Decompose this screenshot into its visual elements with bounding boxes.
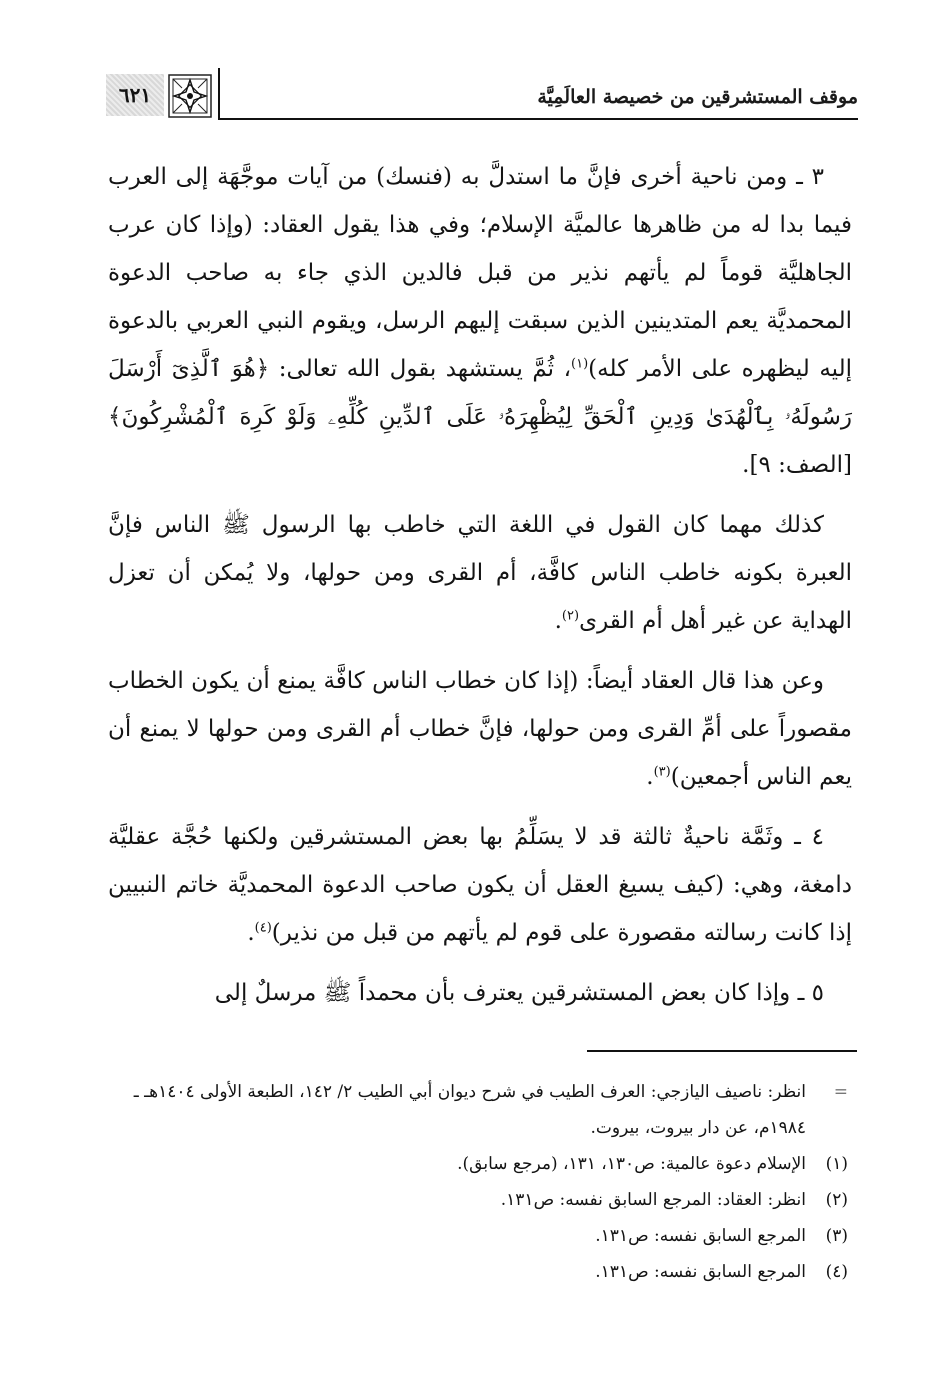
header-rule <box>218 118 858 120</box>
footnote-text: المرجع السابق نفسه: ص١٣١. <box>595 1226 806 1246</box>
footnote-separator <box>587 1050 857 1052</box>
footnote-text: انظر: ناصيف اليازجي: العرف الطيب في شرح ديوان أبي الطيب ٢/ ١٤٢، الطبعة الأولى ١٤٠٤هـ ـ ١٩٨٤م، عن دار بيروت، بيروت. <box>133 1082 806 1138</box>
footnote-1 <box>108 1146 848 1182</box>
paragraph-4 <box>108 813 852 957</box>
footnote-mark: (٢) <box>825 1190 848 1210</box>
paragraph-text-cont: . <box>646 764 654 790</box>
footnote-ref: (٤) <box>254 920 272 936</box>
paragraph-5 <box>108 969 852 1017</box>
footnote-text: المرجع السابق نفسه: ص١٣١. <box>595 1262 806 1282</box>
footnote-2 <box>108 1182 848 1218</box>
running-title: موقف المستشرقين من خصيصة العالَمِيَّة <box>537 86 858 108</box>
footnote-ref: (٢) <box>561 608 580 624</box>
footnote-text: الإسلام دعوة عالمية: ص١٣٠، ١٣١، (مرجع سابق). <box>457 1154 806 1174</box>
page-number: ٦٢١ <box>106 74 164 116</box>
footnote-ref: (١) <box>571 356 589 372</box>
paragraph-2 <box>108 501 852 645</box>
footnote-mark: = <box>833 1082 848 1102</box>
page-header <box>106 68 858 128</box>
paragraph-text: ٤ ـ وثَمَّة ناحيةٌ ثالثة قد لا يسَلِّمُ بها بعض المستشرقين ولكنها حُجَّة عقليَّة دامغة، وهي: (كيف يسيغ العقل أن يكون صاحب الدعوة المحمديَّة خاتم النبيين إذا كانت رسالته مقصورة على قوم لم يأتهم من قبل من نذير) <box>108 824 852 946</box>
paragraph-text-cont: ، ثُمَّ يستشهد بقول الله تعالى: ﴿هُوَ ٱلَّذِىٓ أَرْسَلَ رَسُولَهُۥ بِٱلْهُدَىٰ وَدِينِ ٱلْحَقِّ لِيُظْهِرَهُۥ عَلَى ٱلدِّينِ كُلِّهِۦ وَلَوْ كَرِهَ ٱلْمُشْرِكُونَ﴾ [الصف: ٩]. <box>108 356 852 478</box>
paragraph-text: ٣ ـ ومن ناحية أخرى فإنَّ ما استدلَّ به (فنسك) من آيات موجَّهَة إلى العرب فيما بدا له من ظاهرها عالميَّة الإسلام؛ وفي هذا يقول العقاد: (وإذا كان عرب الجاهليَّة قوماً لم يأتهم نذير من قبل فالدين الذي جاء به صاحب الدعوة المحمديَّة يعم المتدينين الذين سبقت إليهم الرسل، ويقوم النبي العربي بالدعوة إليه ليظهره على الأمر كله) <box>108 164 852 382</box>
paragraph-text-cont: . <box>247 920 255 946</box>
main-text <box>108 153 852 1029</box>
footnote-continued <box>108 1074 848 1146</box>
paragraph-text: وعن هذا قال العقاد أيضاً: (إذا كان خطاب الناس كافَّة يمنع أن يكون الخطاب مقصوراً على أمِّ القرى ومن حولها، فإنَّ خطاب أم القرى ومن حولها لا يمنع أن يعم الناس أجمعين) <box>108 668 852 790</box>
paragraph-text-cont: . <box>554 608 562 634</box>
paragraph-1 <box>108 153 852 489</box>
paragraph-3 <box>108 657 852 801</box>
footnote-ref: (٣) <box>653 764 671 780</box>
paragraph-text: كذلك مهما كان القول في اللغة التي خاطب بها الرسول ﷺ الناس فإنَّ العبرة بكونه خاطب الناس كافَّة، أم القرى ومن حولها، ولا يُمكن أن تعزل الهداية عن غير أهل أم القرى <box>108 512 852 634</box>
footnote-text: انظر: العقاد: المرجع السابق نفسه: ص١٣١. <box>500 1190 806 1210</box>
footnote-mark: (٣) <box>825 1226 848 1246</box>
geometric-star-ornament-icon <box>168 74 212 118</box>
footnotes <box>108 1074 848 1290</box>
paragraph-text: ٥ ـ وإذا كان بعض المستشرقين يعترف بأن محمداً ﷺ مرسلٌ إلى <box>214 980 824 1006</box>
footnote-mark: (٤) <box>825 1262 848 1282</box>
footnote-mark: (١) <box>825 1154 848 1174</box>
header-divider <box>218 68 220 120</box>
footnote-4 <box>108 1254 848 1290</box>
footnote-3 <box>108 1218 848 1254</box>
